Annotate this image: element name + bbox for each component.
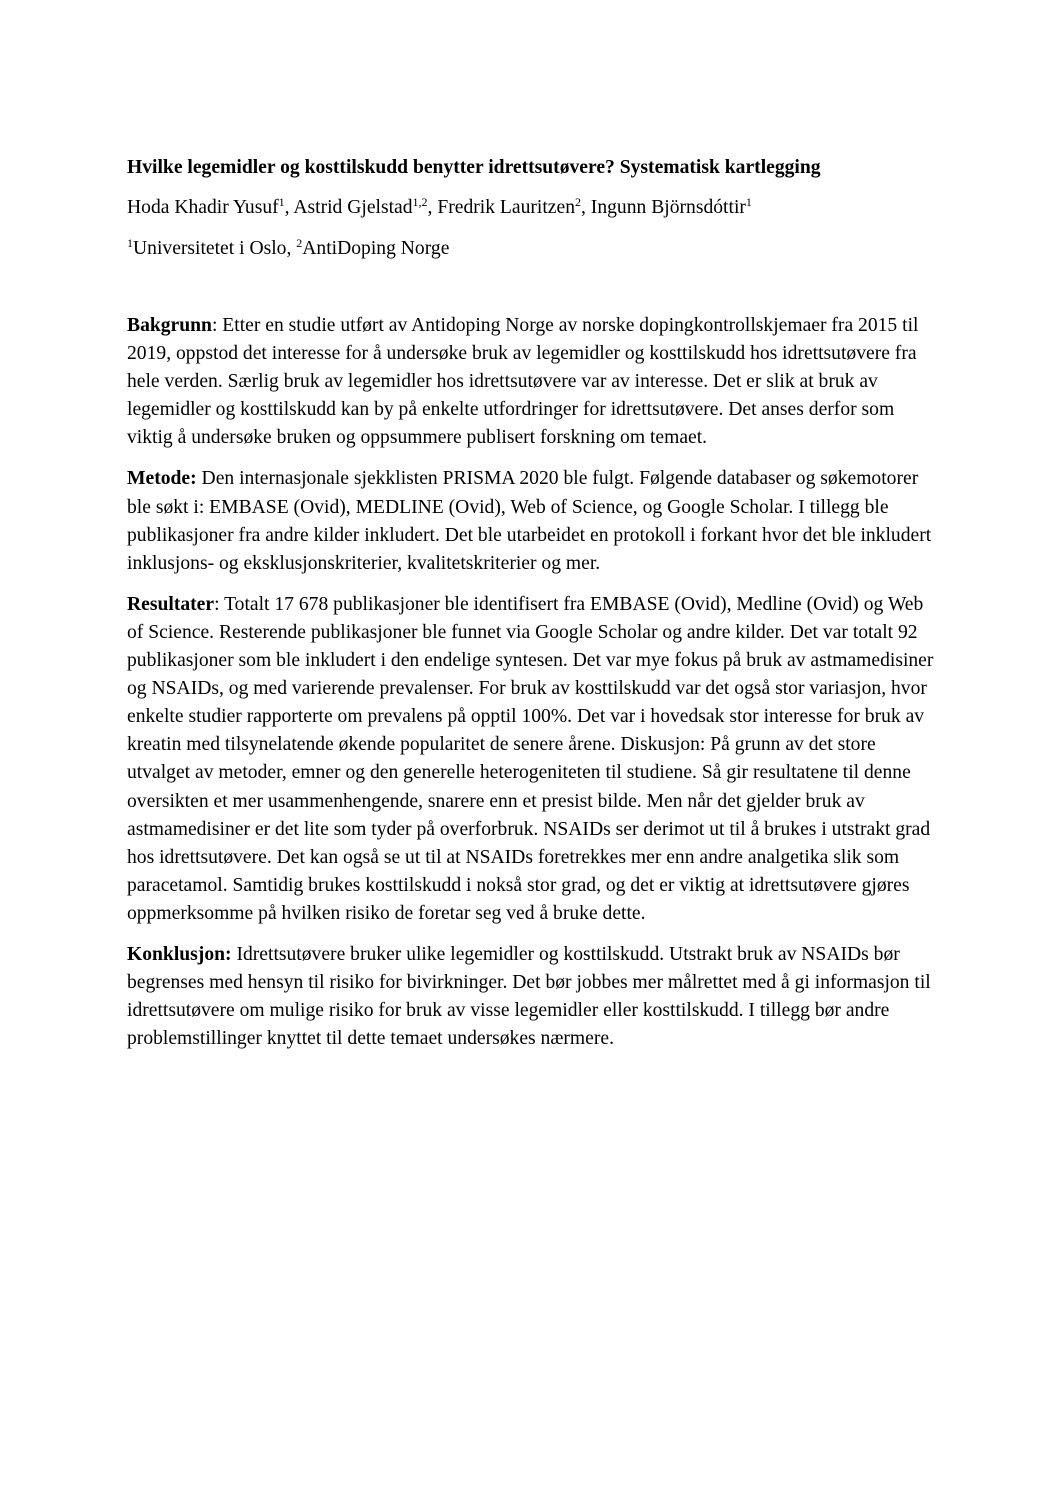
author-affiliation-mark: 2 [575, 195, 581, 209]
section-text: Den internasjonale sjekklisten PRISMA 2020 ble fulgt. Følgende databaser og søkemotorer ble søkt i: EMBASE (Ovid), MEDLINE (Ovid), Web of Science, og Google Scholar. I tillegg ble publikasjoner fra andre kilder inkludert. Det ble utarbeidet en protokoll i forkant hvor det ble inkludert inklusjons- og eksklusjonskriterier, kvalitetskriterier og mer. [127, 468, 932, 574]
author-list [127, 189, 939, 227]
affiliation-list [127, 230, 939, 268]
heading-delimiter: : [211, 315, 223, 336]
author-separator: , [284, 197, 294, 218]
section-metode [127, 465, 939, 577]
author-affiliation-mark: 1 [745, 195, 752, 209]
author-name: Ingunn Björnsdóttir [590, 197, 746, 218]
author-name: Hoda Khadir Yusuf [127, 197, 279, 218]
heading-delimiter: : [214, 593, 225, 615]
section-heading: Resultater [127, 593, 215, 615]
affiliation-separator: , [286, 238, 297, 259]
author-name: Fredrik Lauritzen [437, 197, 575, 218]
affiliation-mark: 1 [127, 236, 133, 250]
section-resultater [127, 591, 939, 928]
section-text: Etter en studie utført av Antidoping Norge av norske dopingkontrollskjemaer fra 2015 til 2019, oppstod det interesse for å undersøke bruk av legemidler og kosttilskudd hos idrettsutøvere fra hele verden. Særlig bruk av legemidler hos idrettsutøvere var av interesse. Det er slik at bruk av legemidler og kosttilskudd kan by på enkelte utfordringer for idrettsutøvere. Det anses derfor som viktig å undersøke bruken og oppsummere publisert forskning om temaet. [127, 315, 919, 449]
author-affiliation-mark: 1,2 [412, 195, 428, 209]
section-bakgrunn [127, 312, 939, 452]
section-heading: Bakgrunn [127, 315, 212, 336]
author-separator: , [427, 197, 438, 218]
affiliation-name: Universitetet i Oslo [133, 238, 287, 259]
section-konklusjon [127, 941, 939, 1053]
author-separator: , [581, 197, 591, 218]
author-name: Astrid Gjelstad [293, 197, 413, 218]
paper-title: Hvilke legemidler og kosttilskudd benytter idrettsutøvere? Systematisk kartlegging [127, 157, 821, 178]
section-heading: Metode: [127, 468, 197, 490]
abstract-body [127, 150, 939, 1053]
author-affiliation-mark: 1 [278, 195, 285, 209]
section-text: Totalt 17 678 publikasjoner ble identifisert fra EMBASE (Ovid), Medline (Ovid) og Web of Science. Resterende publikasjoner ble funnet via Google Scholar og andre kilder. Det var totalt 92 publikasjoner som ble inkludert i den endelige syntesen. Det var mye fokus på bruk av astmamedisiner og NSAIDs, og med varierende prevalenser. For bruk av kosttilskudd var det også stor variasjon, hvor enkelte studier rapporterte om prevalens på opptil 100%. Det var i hovedsak stor interesse for bruk av kreatin med tilsynelatende økende popularitet de senere årene. Diskusjon: På grunn av det store utvalget av metoder, emner og den generelle heterogeniteten til studiene. Så gir resultatene til denne oversikten et mer usammenhengende, snarere enn et presist bilde. Men når det gjelder bruk av astmamedisiner er det lite som tyder på overforbruk. NSAIDs ser derimot ut til å brukes i utstrakt grad hos idrettsutøvere. Det kan også se ut til at NSAIDs foretrekkes mer enn andre analgetika slik som paracetamol. Samtidig brukes kosttilskudd i nokså stor grad, og det er viktig at idrettsutøvere gjøres oppmerksomme på hvilken risiko de foretar seg ved å bruke dette. [127, 593, 934, 924]
section-text: Idrettsutøvere bruker ulike legemidler og kosttilskudd. Utstrakt bruk av NSAIDs bør begrenses med hensyn til risiko for bivirkninger. Det bør jobbes mer målrettet med å gi informasjon til idrettsutøvere om mulige risiko for bruk av visse legemidler eller kosttilskudd. I tillegg bør andre problemstillinger knyttet til dette temaet undersøkes nærmere. [127, 943, 931, 1050]
affiliation-mark: 2 [296, 236, 303, 250]
affiliation-name: AntiDoping Norge [302, 238, 450, 259]
section-heading: Konklusjon: [127, 943, 232, 965]
